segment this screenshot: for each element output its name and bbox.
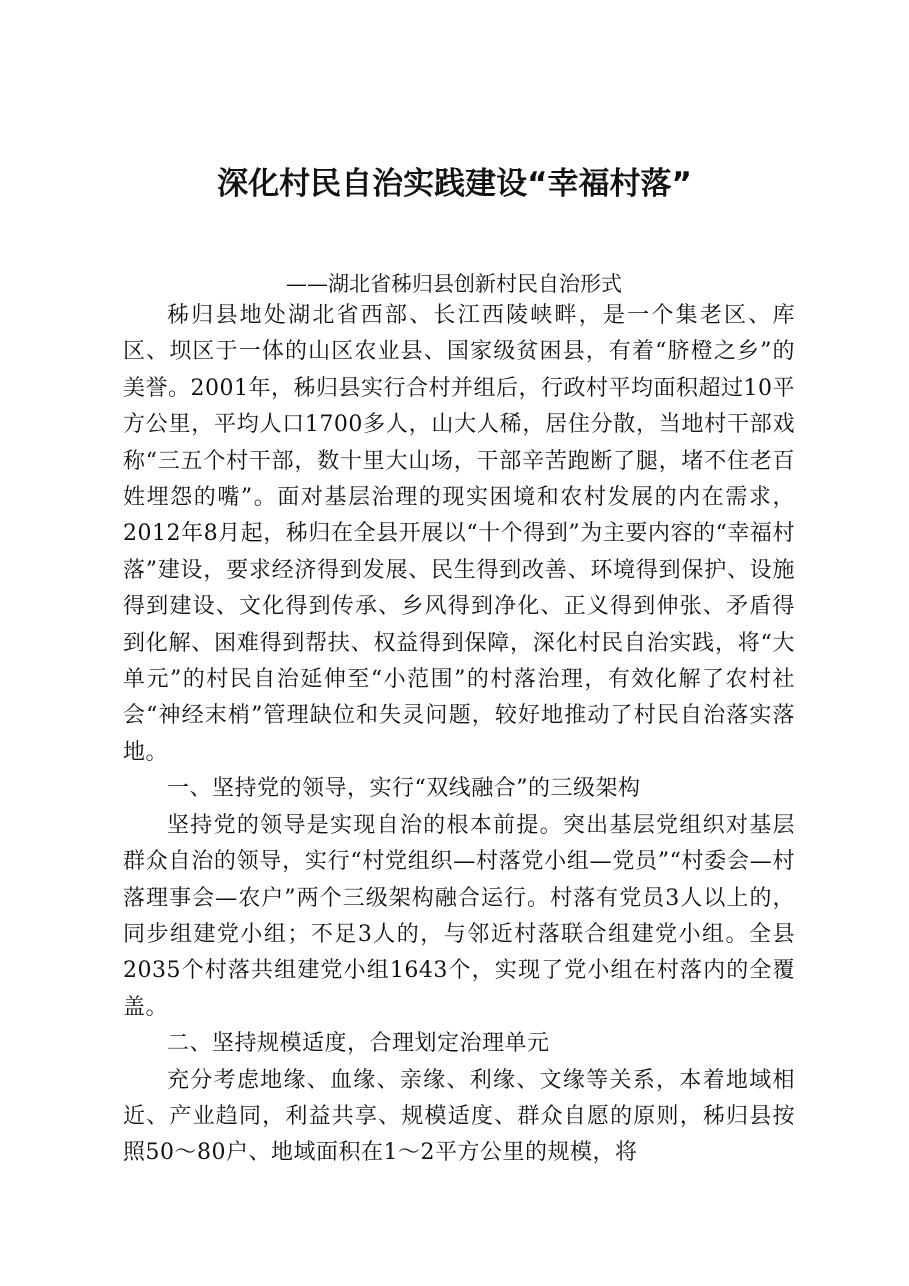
section-heading-1: 一、坚持党的领导，实行“双线融合”的三级架构 <box>167 776 641 802</box>
document-subtitle: ——湖北省秭归县创新村民自治形式 <box>286 272 622 296</box>
paragraph-section-1: 坚持党的领导是实现自治的根本前提。突出基层党组织对基层群众自治的领导，实行“村党组织—村落党小组—党员”“村委会—村落理事会—农户”两个三级架构融合运行。村落有党员3人以上的，同步组建党小组；不足3人的，与邻近村落联合组建党小组。全县2035个村落共组建党小组1643个，实现了党小组在村落内的全覆盖。 <box>123 812 795 1020</box>
section-heading-2: 二、坚持规模适度，合理划定治理单元 <box>167 1031 550 1057</box>
paragraph-intro: 秭归县地处湖北省西部、长江西陵峡畔，是一个集老区、库区、坝区于一体的山区农业县、国家级贫困县，有着“脐橙之乡”的美誉。2001年，秭归县实行合村并组后，行政村平均面积超过10平方公里，平均人口1700多人，山大人稀，居住分散，当地村干部戏称“三五个村干部，数十里大山场，干部辛苦跑断了腿，堵不住老百姓埋怨的嘴”。面对基层治理的现实困境和农村发展的内在需求，2012年8月起，秭归在全县开展以“十个得到”为主要内容的“幸福村落”建设，要求经济得到发展、民生得到改善、环境得到保护、设施得到建设、文化得到传承、乡风得到净化、正义得到伸张、矛盾得到化解、困难得到帮扶、权益得到保障，深化村民自治实践，将“大单元”的村民自治延伸至“小范围”的村落治理，有效化解了农村社会“神经末梢”管理缺位和失灵问题，较好地推动了村民自治落实落地。 <box>123 303 796 765</box>
document-body <box>123 298 795 1172</box>
document-title: 深化村民自治实践建设“幸福村落” <box>217 166 692 202</box>
paragraph-section-2: 充分考虑地缘、血缘、亲缘、利缘、文缘等关系，本着地域相近、产业趋同，利益共享、规模适度、群众自愿的原则，秭归县按照50～80户、地域面积在1～2平方公里的规模，将 <box>123 1067 795 1166</box>
